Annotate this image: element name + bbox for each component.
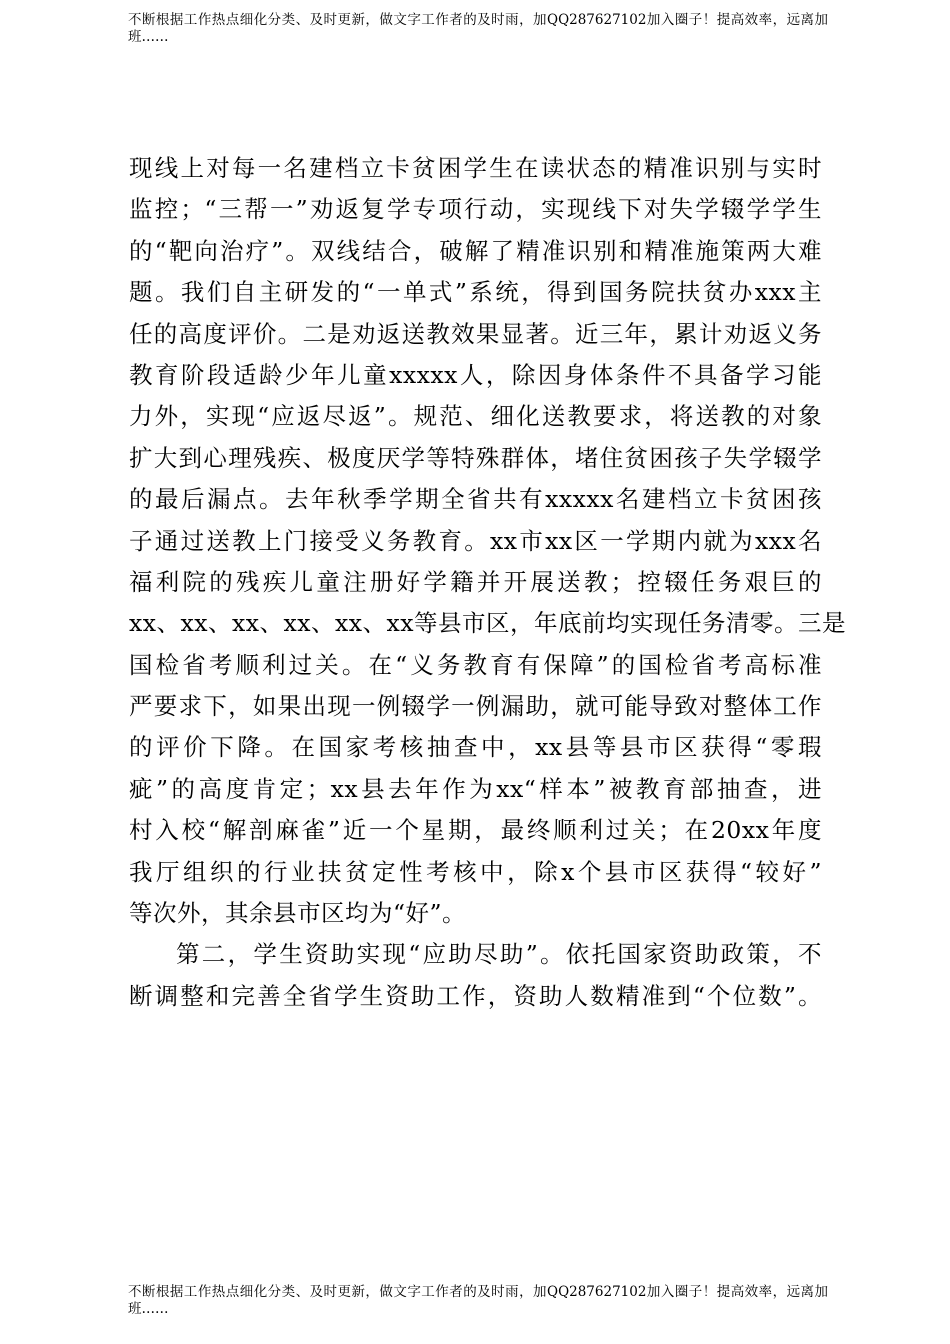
footer-line-1: 不断根据工作热点细化分类、及时更新，做文字工作者的及时雨，加QQ287627102加入圈子！提高效率，远离加: [128, 1284, 828, 1300]
text-line: 第二，学生资助实现“应助尽助”。依托国家资助政策，不: [176, 940, 822, 969]
footer-line-2: 班……: [128, 1301, 169, 1317]
text-line: 疵”的高度肯定；xx县去年作为xx“样本”被教育部抽查，进: [129, 774, 822, 803]
text-line: 子通过送教上门接受义务教育。xx市xx区一学期内就为xxx名: [129, 526, 822, 555]
paragraph-2: [129, 934, 822, 1017]
text-line: 我厅组织的行业扶贫定性考核中，除x个县市区获得“较好”: [129, 857, 822, 886]
text-line: 村入校“解剖麻雀”近一个星期，最终顺利过关；在20xx年度: [129, 816, 822, 845]
paragraph-1: [129, 148, 847, 934]
text-line: 国检省考顺利过关。在“义务教育有保障”的国检省考高标准: [129, 650, 822, 679]
text-line: 严要求下，如果出现一例辍学一例漏助，就可能导致对整体工作: [129, 692, 822, 721]
text-line: 监控；“三帮一”劝返复学专项行动，实现线下对失学辍学学生: [129, 195, 822, 224]
text-line: 福利院的残疾儿童注册好学籍并开展送教；控辍任务艰巨的: [129, 567, 822, 596]
text-line: 现线上对每一名建档立卡贫困学生在读状态的精准识别与实时: [129, 154, 822, 182]
text-line: xx、xx、xx、xx、xx、xx等县市区，年底前均实现任务清零。三是: [129, 609, 847, 638]
text-line: 的评价下降。在国家考核抽查中，xx县等县市区获得“零瑕: [129, 733, 822, 762]
text-line: 等次外，其余县市区均为“好”。: [129, 899, 467, 928]
document-body: [129, 148, 847, 1017]
text-line: 的“靶向治疗”。双线结合，破解了精准识别和精准施策两大难: [129, 236, 822, 265]
text-line: 任的高度评价。二是劝返送教效果显著。近三年，累计劝返义务: [129, 319, 822, 348]
header-line-2: 班……: [128, 29, 169, 45]
text-line: 的最后漏点。去年秋季学期全省共有xxxxx名建档立卡贫困孩: [129, 485, 822, 514]
page-header: [128, 12, 828, 46]
text-line: 断调整和完善全省学生资助工作，资助人数精准到“个位数”。: [129, 981, 822, 1010]
text-line: 题。我们自主研发的“一单式”系统，得到国务院扶贫办xxx主: [129, 278, 822, 307]
text-line: 扩大到心理残疾、极度厌学等特殊群体，堵住贫困孩子失学辍学: [129, 443, 822, 472]
page-footer: [128, 1284, 828, 1318]
text-line: 教育阶段适龄少年儿童xxxxx人，除因身体条件不具备学习能: [129, 360, 822, 389]
header-line-1: 不断根据工作热点细化分类、及时更新，做文字工作者的及时雨，加QQ287627102加入圈子！提高效率，远离加: [128, 12, 828, 28]
text-line: 力外，实现“应返尽返”。规范、细化送教要求，将送教的对象: [129, 402, 822, 431]
